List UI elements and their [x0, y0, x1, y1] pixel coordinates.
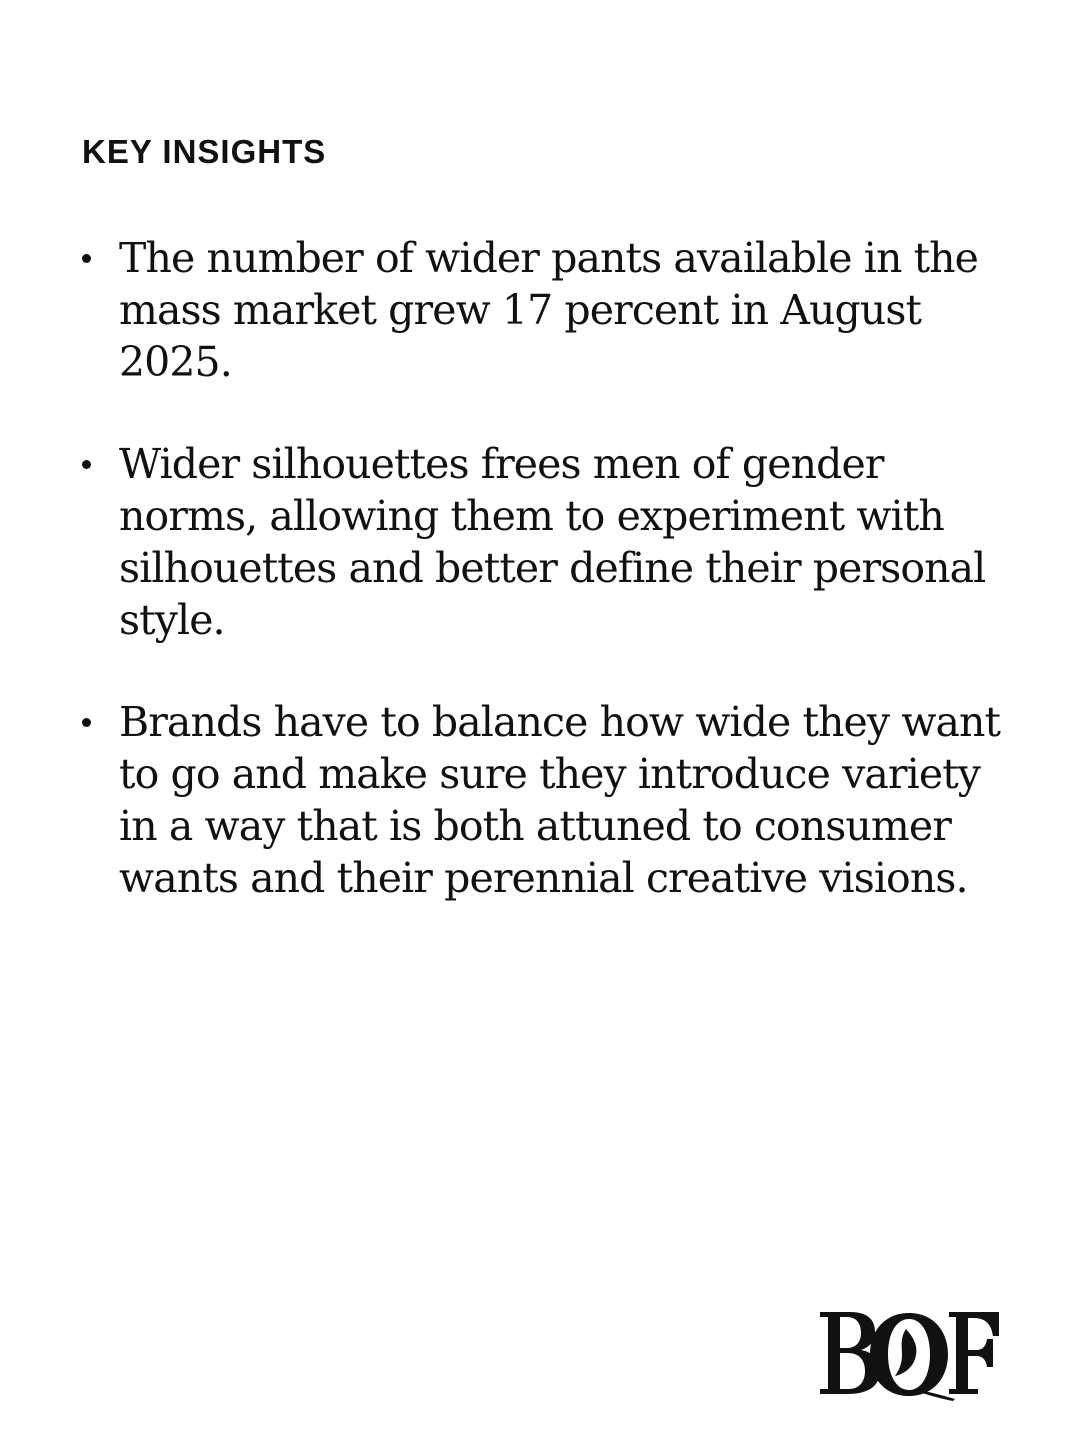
- insights-list: [82, 232, 1012, 904]
- insight-text: Wider silhouettes frees men of gender norms, allowing them to experiment with silhouettes and better define their personal style.: [119, 440, 986, 644]
- insight-text: Brands have to balance how wide they want to go and make sure they introduce variety in a way that is both attuned to consumer wants and their perennial creative visions.: [119, 698, 1001, 902]
- section-heading: KEY INSIGHTS: [82, 133, 327, 170]
- insight-item: [82, 232, 1012, 388]
- bof-logo-icon: [816, 1305, 1002, 1401]
- bullet-icon: [82, 254, 91, 263]
- insight-text: The number of wider pants available in the mass market grew 17 percent in August 2025.: [119, 234, 979, 386]
- insight-item: [82, 696, 1012, 904]
- bullet-icon: [82, 460, 91, 469]
- bullet-icon: [82, 718, 91, 727]
- insight-item: [82, 438, 1012, 646]
